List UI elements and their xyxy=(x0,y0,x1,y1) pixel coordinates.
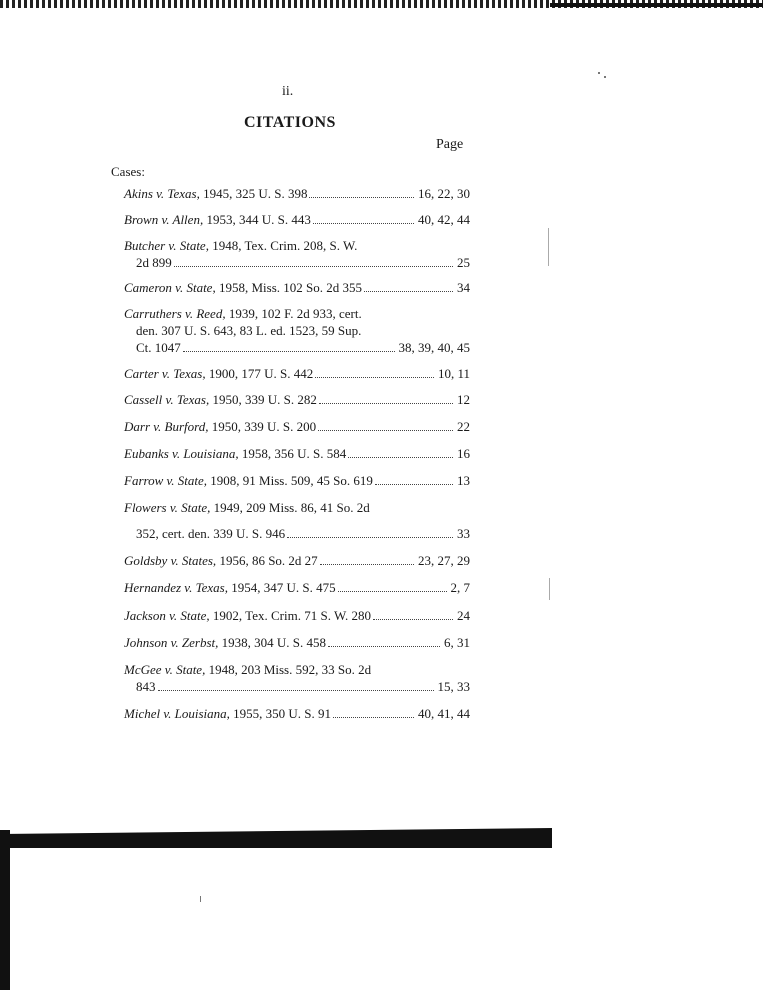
case-citation: 1900, 177 U. S. 442 xyxy=(208,366,314,381)
case-citation: 1953, 344 U. S. 443 xyxy=(206,212,311,227)
page-references: 33 xyxy=(457,526,470,541)
case-citation: 1948, 203 Miss. 592, 33 So. 2d xyxy=(208,662,372,677)
page-references: 16 xyxy=(457,446,470,461)
page-references: 22 xyxy=(457,419,470,434)
case-citation: 1958, Miss. 102 So. 2d 355 xyxy=(218,280,362,295)
page-references: 16, 22, 30 xyxy=(418,186,470,201)
leader-dots xyxy=(174,266,453,267)
case-citation: 1950, 339 U. S. 200 xyxy=(211,419,317,434)
leader-dots xyxy=(373,619,453,620)
citation-entry xyxy=(124,365,470,382)
citation-entry xyxy=(124,472,470,489)
citation-entry xyxy=(124,279,470,296)
top-edge-rule-solid xyxy=(550,3,763,7)
leader-dots xyxy=(348,457,453,458)
case-citation: 352, cert. den. 339 U. S. 946 xyxy=(136,526,286,541)
case-citation: 1958, 356 U. S. 584 xyxy=(241,446,347,461)
case-name: Flowers v. State, xyxy=(124,500,211,515)
scan-edge-left xyxy=(0,830,10,990)
case-name: McGee v. State, xyxy=(124,662,206,677)
citation-list xyxy=(124,185,470,722)
case-citation: den. 307 U. S. 643, 83 L. ed. 1523, 59 Sup. xyxy=(136,323,362,338)
leader-dots xyxy=(318,430,453,431)
citation-entry xyxy=(124,661,470,695)
page-references: 15, 33 xyxy=(437,679,470,694)
citation-entry xyxy=(124,391,470,408)
page-column-header: Page xyxy=(436,137,464,152)
citation-entry xyxy=(124,237,470,271)
citation-entry xyxy=(124,185,470,202)
page-references: 13 xyxy=(457,473,470,488)
leader-dots xyxy=(183,351,395,352)
leader-dots xyxy=(319,403,453,404)
case-name: Carruthers v. Reed, xyxy=(124,306,226,321)
case-name: Darr v. Burford, xyxy=(124,419,209,434)
page-references: 24 xyxy=(457,608,470,623)
case-citation: 1954, 347 U. S. 475 xyxy=(231,580,336,595)
leader-dots xyxy=(328,646,440,647)
case-name: Cameron v. State, xyxy=(124,280,216,295)
case-citation: 1955, 350 U. S. 91 xyxy=(233,706,332,721)
page-references: 6, 31 xyxy=(444,635,470,650)
case-name: Farrow v. State, xyxy=(124,473,208,488)
citation-entry xyxy=(124,445,470,462)
citation-entry xyxy=(124,305,470,356)
section-label-cases: Cases: xyxy=(111,164,145,179)
scan-speck xyxy=(598,72,600,74)
citation-entry xyxy=(124,418,470,435)
citation-entry xyxy=(124,499,470,542)
case-citation: Ct. 1047 xyxy=(136,340,181,355)
case-citation: 1945, 325 U. S. 398 xyxy=(203,186,308,201)
scan-speck xyxy=(200,896,201,902)
case-citation: 1949, 209 Miss. 86, 41 So. 2d xyxy=(213,500,370,515)
citation-entry xyxy=(124,211,470,228)
page-number: ii. xyxy=(282,84,294,99)
case-citation: 1902, Tex. Crim. 71 S. W. 280 xyxy=(212,608,372,623)
leader-dots xyxy=(320,564,414,565)
case-citation: 2d 899 xyxy=(136,255,172,270)
case-name: Johnson v. Zerbst, xyxy=(124,635,219,650)
scan-mark xyxy=(548,228,549,266)
citation-entry xyxy=(124,634,470,651)
case-citation: 1950, 339 U. S. 282 xyxy=(212,392,317,407)
case-citation: 1956, 86 So. 2d 27 xyxy=(219,553,318,568)
scan-edge-shadow xyxy=(0,828,552,848)
leader-dots xyxy=(375,484,453,485)
leader-dots xyxy=(309,197,414,198)
case-citation: 1939, 102 F. 2d 933, cert. xyxy=(228,306,362,321)
citation-entry xyxy=(124,607,470,624)
page-title: CITATIONS xyxy=(244,114,336,131)
leader-dots xyxy=(338,591,447,592)
leader-dots xyxy=(364,291,453,292)
scan-speck xyxy=(604,76,606,78)
leader-dots xyxy=(313,223,414,224)
page-references: 25 xyxy=(457,255,470,270)
case-name: Akins v. Texas, xyxy=(124,186,200,201)
case-citation: 1908, 91 Miss. 509, 45 So. 619 xyxy=(210,473,373,488)
case-name: Butcher v. State, xyxy=(124,238,209,253)
leader-dots xyxy=(315,377,434,378)
case-citation: 1948, Tex. Crim. 208, S. W. xyxy=(212,238,358,253)
page-references: 38, 39, 40, 45 xyxy=(398,340,470,355)
case-name: Brown v. Allen, xyxy=(124,212,204,227)
citation-entry xyxy=(124,552,470,569)
case-citation: 843 xyxy=(136,679,156,694)
case-name: Eubanks v. Louisiana, xyxy=(124,446,239,461)
leader-dots xyxy=(158,690,434,691)
page-references: 10, 11 xyxy=(437,366,470,381)
scan-mark xyxy=(549,578,550,600)
case-name: Cassell v. Texas, xyxy=(124,392,210,407)
case-citation: 1938, 304 U. S. 458 xyxy=(221,635,326,650)
page-references: 34 xyxy=(457,280,470,295)
page-references: 40, 41, 44 xyxy=(418,706,470,721)
case-name: Goldsby v. States, xyxy=(124,553,217,568)
leader-dots xyxy=(287,537,453,538)
citation-entry xyxy=(124,705,470,722)
case-name: Carter v. Texas, xyxy=(124,366,206,381)
leader-dots xyxy=(333,717,414,718)
case-name: Jackson v. State, xyxy=(124,608,210,623)
page-references: 2, 7 xyxy=(450,580,470,595)
page-references: 40, 42, 44 xyxy=(418,212,470,227)
case-name: Hernandez v. Texas, xyxy=(124,580,228,595)
case-name: Michel v. Louisiana, xyxy=(124,706,230,721)
page-references: 12 xyxy=(457,392,470,407)
page-references: 23, 27, 29 xyxy=(418,553,470,568)
citation-entry xyxy=(124,579,470,596)
